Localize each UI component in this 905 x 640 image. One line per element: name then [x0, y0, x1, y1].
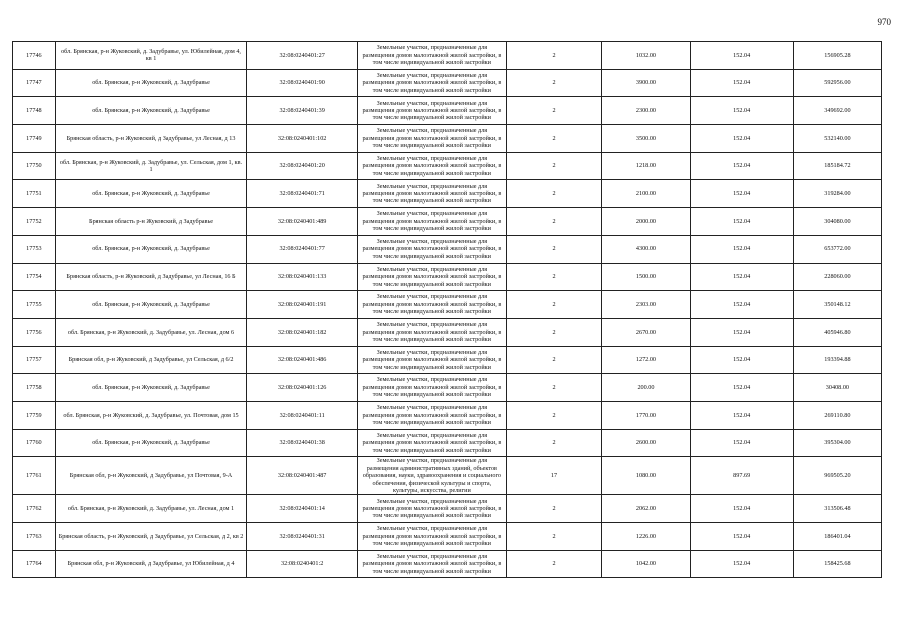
cadastral-value-cell: 653772.00	[793, 235, 881, 263]
cadastral-number-cell: 32:08:0240401:39	[247, 97, 358, 125]
area-cell: 1080.00	[602, 457, 690, 495]
cadastral-number-cell: 32:08:0240401:38	[247, 429, 358, 457]
specific-value-cell: 152.04	[690, 523, 793, 551]
area-cell: 2300.00	[602, 97, 690, 125]
cadastral-value-cell: 349692.00	[793, 97, 881, 125]
row-number-cell: 17750	[13, 152, 56, 180]
row-number-cell: 17747	[13, 69, 56, 97]
cadastral-value-cell: 532140.00	[793, 125, 881, 153]
specific-value-cell: 152.04	[690, 346, 793, 374]
cadastral-number-cell: 32:08:0240401:102	[247, 125, 358, 153]
address-cell: обл. Брянская, р-н Жуковский, д. Задубравье, ул. Лесная, дом 1	[55, 495, 246, 523]
area-cell: 1226.00	[602, 523, 690, 551]
use-group-cell: 2	[506, 495, 602, 523]
table-row	[13, 346, 882, 374]
specific-value-cell: 152.04	[690, 291, 793, 319]
cadastral-value-cell: 156905.28	[793, 42, 881, 70]
table-body	[13, 42, 882, 578]
table-row	[13, 263, 882, 291]
table-row	[13, 208, 882, 236]
row-number-cell: 17754	[13, 263, 56, 291]
area-cell: 2062.00	[602, 495, 690, 523]
specific-value-cell: 897.69	[690, 457, 793, 495]
row-number-cell: 17763	[13, 523, 56, 551]
cadastral-number-cell: 32:08:0240401:486	[247, 346, 358, 374]
row-number-cell: 17760	[13, 429, 56, 457]
cadastral-number-cell: 32:08:0240401:14	[247, 495, 358, 523]
cadastral-value-table	[12, 41, 882, 578]
specific-value-cell: 152.04	[690, 125, 793, 153]
land-use-cell: Земельные участки, предназначенные для размещения домов малоэтажной жилой застройки, в том числе индивидуальной жилой застройки	[358, 495, 507, 523]
table-row	[13, 401, 882, 429]
cadastral-value-cell: 405946.80	[793, 318, 881, 346]
use-group-cell: 2	[506, 429, 602, 457]
address-cell: Брянская область, р-н Жуковский, д Задубравье, ул Лесная, 16 Б	[55, 263, 246, 291]
cadastral-number-cell: 32:08:0240401:11	[247, 401, 358, 429]
cadastral-value-cell: 193394.88	[793, 346, 881, 374]
cadastral-value-cell: 350148.12	[793, 291, 881, 319]
use-group-cell: 2	[506, 550, 602, 578]
table-row	[13, 180, 882, 208]
land-use-cell: Земельные участки, предназначенные для размещения домов малоэтажной жилой застройки, в том числе индивидуальной жилой застройки	[358, 550, 507, 578]
table-row	[13, 495, 882, 523]
specific-value-cell: 152.04	[690, 429, 793, 457]
address-cell: обл. Брянская, р-н Жуковский, д. Задубравье	[55, 180, 246, 208]
address-cell: Брянская обл, р-н Жуковский, д Задубравье, ул Сельская, д 6/2	[55, 346, 246, 374]
use-group-cell: 2	[506, 263, 602, 291]
specific-value-cell: 152.04	[690, 97, 793, 125]
area-cell: 1042.00	[602, 550, 690, 578]
land-use-cell: Земельные участки, предназначенные для размещения домов малоэтажной жилой застройки, в том числе индивидуальной жилой застройки	[358, 291, 507, 319]
specific-value-cell: 152.04	[690, 152, 793, 180]
row-number-cell: 17751	[13, 180, 56, 208]
table-row	[13, 291, 882, 319]
area-cell: 2100.00	[602, 180, 690, 208]
address-cell: обл. Брянская, р-н Жуковский, д. Задубравье, ул. Лесная, дом 6	[55, 318, 246, 346]
cadastral-value-cell: 186401.04	[793, 523, 881, 551]
land-use-cell: Земельные участки, предназначенные для размещения домов малоэтажной жилой застройки, в том числе индивидуальной жилой застройки	[358, 235, 507, 263]
cadastral-number-cell: 32:08:0240401:20	[247, 152, 358, 180]
use-group-cell: 2	[506, 69, 602, 97]
use-group-cell: 2	[506, 152, 602, 180]
cadastral-number-cell: 32:08:0240401:77	[247, 235, 358, 263]
row-number-cell: 17761	[13, 457, 56, 495]
row-number-cell: 17746	[13, 42, 56, 70]
address-cell: обл. Брянская, р-н Жуковский, д. Задубравье	[55, 235, 246, 263]
row-number-cell: 17764	[13, 550, 56, 578]
use-group-cell: 2	[506, 235, 602, 263]
address-cell: обл. Брянская, р-н Жуковский, д. Задубравье	[55, 291, 246, 319]
row-number-cell: 17759	[13, 401, 56, 429]
use-group-cell: 2	[506, 97, 602, 125]
cadastral-value-cell: 304080.00	[793, 208, 881, 236]
row-number-cell: 17749	[13, 125, 56, 153]
cadastral-value-cell: 319284.00	[793, 180, 881, 208]
cadastral-value-cell: 592956.00	[793, 69, 881, 97]
area-cell: 4300.00	[602, 235, 690, 263]
land-use-cell: Земельные участки, предназначенные для размещения домов малоэтажной жилой застройки, в том числе индивидуальной жилой застройки	[358, 125, 507, 153]
address-cell: обл. Брянская, р-н Жуковский, д. Задубравье, ул. Юбилейная, дом 4, кв 1	[55, 42, 246, 70]
cadastral-number-cell: 32:08:0240401:27	[247, 42, 358, 70]
table-row	[13, 97, 882, 125]
row-number-cell: 17762	[13, 495, 56, 523]
table-row	[13, 152, 882, 180]
land-use-cell: Земельные участки, предназначенные для размещения домов малоэтажной жилой застройки, в том числе индивидуальной жилой застройки	[358, 42, 507, 70]
land-use-cell: Земельные участки, предназначенные для размещения домов малоэтажной жилой застройки, в том числе индивидуальной жилой застройки	[358, 401, 507, 429]
land-use-cell: Земельные участки, предназначенные для размещения домов малоэтажной жилой застройки, в том числе индивидуальной жилой застройки	[358, 429, 507, 457]
specific-value-cell: 152.04	[690, 318, 793, 346]
area-cell: 200.00	[602, 374, 690, 402]
row-number-cell: 17755	[13, 291, 56, 319]
area-cell: 1218.00	[602, 152, 690, 180]
area-cell: 2670.00	[602, 318, 690, 346]
specific-value-cell: 152.04	[690, 235, 793, 263]
row-number-cell: 17752	[13, 208, 56, 236]
table-row	[13, 69, 882, 97]
cadastral-number-cell: 32:08:0240401:133	[247, 263, 358, 291]
address-cell: обл. Брянская, р-н Жуковский, д. Задубравье	[55, 97, 246, 125]
table-row	[13, 374, 882, 402]
area-cell: 1032.00	[602, 42, 690, 70]
cadastral-value-cell: 228060.00	[793, 263, 881, 291]
specific-value-cell: 152.04	[690, 42, 793, 70]
specific-value-cell: 152.04	[690, 374, 793, 402]
specific-value-cell: 152.04	[690, 495, 793, 523]
cadastral-number-cell: 32:08:0240401:489	[247, 208, 358, 236]
cadastral-number-cell: 32:08:0240401:2	[247, 550, 358, 578]
area-cell: 1770.00	[602, 401, 690, 429]
area-cell: 3500.00	[602, 125, 690, 153]
specific-value-cell: 152.04	[690, 401, 793, 429]
land-use-cell: Земельные участки, предназначенные для размещения домов малоэтажной жилой застройки, в том числе индивидуальной жилой застройки	[358, 318, 507, 346]
cadastral-number-cell: 32:08:0240401:191	[247, 291, 358, 319]
cadastral-value-cell: 313506.48	[793, 495, 881, 523]
use-group-cell: 2	[506, 318, 602, 346]
land-use-cell: Земельные участки, предназначенные для размещения домов малоэтажной жилой застройки, в том числе индивидуальной жилой застройки	[358, 263, 507, 291]
address-cell: обл. Брянская, р-н Жуковский, д. Задубравье	[55, 429, 246, 457]
cadastral-value-cell: 395304.00	[793, 429, 881, 457]
area-cell: 2600.00	[602, 429, 690, 457]
land-use-cell: Земельные участки, предназначенные для размещения домов малоэтажной жилой застройки, в том числе индивидуальной жилой застройки	[358, 180, 507, 208]
area-cell: 1500.00	[602, 263, 690, 291]
cadastral-number-cell: 32:08:0240401:182	[247, 318, 358, 346]
cadastral-number-cell: 32:08:0240401:71	[247, 180, 358, 208]
address-cell: Брянская область, р-н Жуковский, д Задубравье, ул Лесная, д 13	[55, 125, 246, 153]
use-group-cell: 2	[506, 208, 602, 236]
specific-value-cell: 152.04	[690, 208, 793, 236]
use-group-cell: 2	[506, 42, 602, 70]
address-cell: Брянская обл, р-н Жуковский, д Задубравье, ул Юбилейная, д 4	[55, 550, 246, 578]
area-cell: 2303.00	[602, 291, 690, 319]
use-group-cell: 2	[506, 180, 602, 208]
use-group-cell: 2	[506, 401, 602, 429]
use-group-cell: 17	[506, 457, 602, 495]
use-group-cell: 2	[506, 523, 602, 551]
table-row	[13, 550, 882, 578]
address-cell: обл. Брянская, р-н Жуковский, д. Задубравье	[55, 374, 246, 402]
row-number-cell: 17756	[13, 318, 56, 346]
row-number-cell: 17748	[13, 97, 56, 125]
table-row	[13, 429, 882, 457]
table-row	[13, 457, 882, 495]
cadastral-number-cell: 32:08:0240401:126	[247, 374, 358, 402]
address-cell: Брянская область р-н Жуковский, д Задубравье	[55, 208, 246, 236]
address-cell: Брянская обл, р-н Жуковский, д Задубравье, ул Почтовая, 9-А	[55, 457, 246, 495]
area-cell: 1272.00	[602, 346, 690, 374]
table-row	[13, 318, 882, 346]
land-use-cell: Земельные участки, предназначенные для размещения домов малоэтажной жилой застройки, в том числе индивидуальной жилой застройки	[358, 97, 507, 125]
use-group-cell: 2	[506, 125, 602, 153]
cadastral-value-cell: 185184.72	[793, 152, 881, 180]
cadastral-value-cell: 30408.00	[793, 374, 881, 402]
row-number-cell: 17757	[13, 346, 56, 374]
address-cell: обл. Брянская, р-н Жуковский, д. Задубравье, ул. Сельская, дом 1, кв. 1	[55, 152, 246, 180]
use-group-cell: 2	[506, 291, 602, 319]
address-cell: обл. Брянская, р-н Жуковский, д. Задубравье, ул. Почтовая, дом 15	[55, 401, 246, 429]
specific-value-cell: 152.04	[690, 263, 793, 291]
page-number: 970	[877, 17, 891, 27]
address-cell: обл. Брянская, р-н Жуковский, д. Задубравье	[55, 69, 246, 97]
land-use-cell: Земельные участки, предназначенные для размещения домов малоэтажной жилой застройки, в том числе индивидуальной жилой застройки	[358, 374, 507, 402]
cadastral-value-cell: 969505.20	[793, 457, 881, 495]
cadastral-number-cell: 32:08:0240401:90	[247, 69, 358, 97]
cadastral-number-cell: 32:08:0240401:31	[247, 523, 358, 551]
specific-value-cell: 152.04	[690, 550, 793, 578]
land-use-cell: Земельные участки, предназначенные для размещения домов малоэтажной жилой застройки, в том числе индивидуальной жилой застройки	[358, 523, 507, 551]
table-row	[13, 523, 882, 551]
cadastral-number-cell: 32:08:0240401:487	[247, 457, 358, 495]
specific-value-cell: 152.04	[690, 69, 793, 97]
row-number-cell: 17758	[13, 374, 56, 402]
land-use-cell: Земельные участки, предназначенные для размещения домов малоэтажной жилой застройки, в том числе индивидуальной жилой застройки	[358, 69, 507, 97]
table-row	[13, 235, 882, 263]
cadastral-value-cell: 158425.68	[793, 550, 881, 578]
land-use-cell: Земельные участки, предназначенные для размещения домов малоэтажной жилой застройки, в том числе индивидуальной жилой застройки	[358, 346, 507, 374]
row-number-cell: 17753	[13, 235, 56, 263]
cadastral-value-cell: 269110.80	[793, 401, 881, 429]
land-use-cell: Земельные участки, предназначенные для размещения домов малоэтажной жилой застройки, в том числе индивидуальной жилой застройки	[358, 152, 507, 180]
land-use-cell: Земельные участки, предназначенные для размещения домов малоэтажной жилой застройки, в том числе индивидуальной жилой застройки	[358, 208, 507, 236]
area-cell: 2000.00	[602, 208, 690, 236]
area-cell: 3900.00	[602, 69, 690, 97]
use-group-cell: 2	[506, 346, 602, 374]
address-cell: Брянская область, р-н Жуковский, д Задубравье, ул Сельская, д 2, кв 2	[55, 523, 246, 551]
use-group-cell: 2	[506, 374, 602, 402]
specific-value-cell: 152.04	[690, 180, 793, 208]
table-row	[13, 42, 882, 70]
land-use-cell: Земельные участки, предназначенные для размещения административных зданий, объектов образования, науки, здравоохранения и социального обеспечения, физической культуры и спорта, культуры, искусства, религии	[358, 457, 507, 495]
table-row	[13, 125, 882, 153]
